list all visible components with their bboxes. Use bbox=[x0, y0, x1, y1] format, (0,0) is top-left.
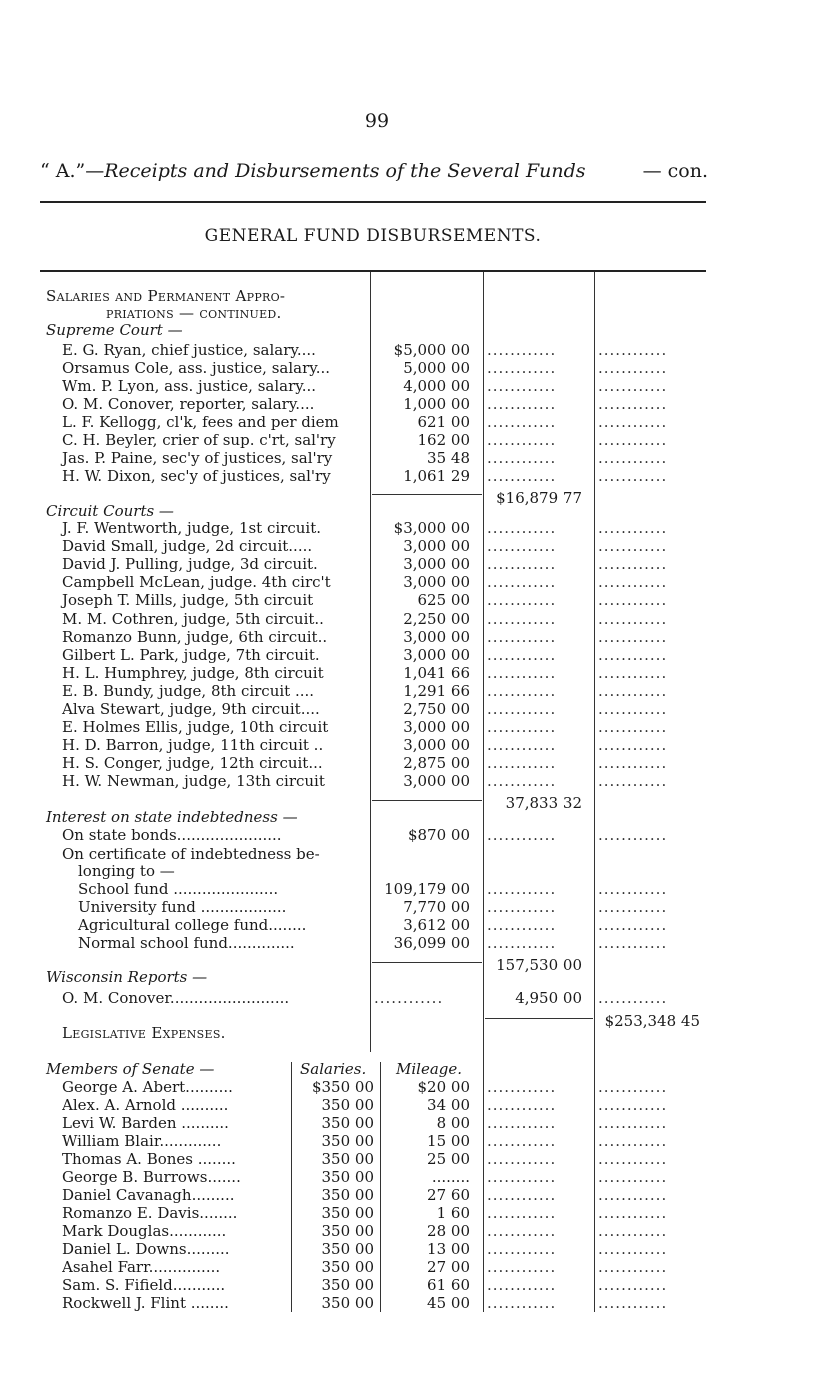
column-rule-2 bbox=[483, 272, 484, 1312]
senator-name: Daniel Cavanagh......... bbox=[62, 1186, 235, 1204]
running-head-prefix: “ A.”— bbox=[40, 160, 105, 182]
senator-name: George B. Burrows....... bbox=[62, 1168, 241, 1186]
senator-leader: ............ bbox=[487, 1276, 557, 1294]
certificate-line1: On certificate of indebtedness be- bbox=[62, 845, 320, 863]
senator-leader: ............ bbox=[487, 1114, 557, 1132]
supreme-court-leader: ............ bbox=[598, 395, 668, 413]
supreme-court-leader: ............ bbox=[598, 431, 668, 449]
supreme-court-total-amount: $16,879 77 bbox=[496, 489, 582, 507]
supreme-court-leader: ............ bbox=[487, 467, 557, 485]
senator-name: Romanzo E. Davis........ bbox=[62, 1204, 238, 1222]
senator-name: Asahel Farr............... bbox=[62, 1258, 221, 1276]
interest-leader: ............ bbox=[598, 916, 668, 934]
senator-mileage: 27 00 bbox=[427, 1258, 470, 1276]
senator-leader: ............ bbox=[487, 1078, 557, 1096]
circuit-court-amount: 1,041 66 bbox=[403, 663, 470, 682]
supreme-court-leader: ............ bbox=[487, 359, 557, 377]
circuit-court-leader: ............ bbox=[598, 681, 668, 700]
state-bonds-label: On state bonds...................... bbox=[62, 826, 282, 844]
senator-mileage: 25 00 bbox=[427, 1150, 470, 1168]
senator-salary: 350 00 bbox=[321, 1258, 374, 1276]
senator-salary: 350 00 bbox=[321, 1096, 374, 1114]
interest-leader: ............ bbox=[598, 880, 668, 898]
interest-total-amount: 157,530 00 bbox=[496, 956, 582, 974]
running-head bbox=[40, 160, 708, 182]
senator-leader: ............ bbox=[487, 1258, 557, 1276]
circuit-court-amount: 3,000 00 bbox=[403, 736, 470, 755]
wisconsin-reports-leader-2: ............ bbox=[598, 989, 668, 1007]
circuit-court-leader: ............ bbox=[487, 718, 557, 737]
supreme-court-label: E. G. Ryan, chief justice, salary.... bbox=[62, 341, 316, 359]
supreme-court-amount: 1,000 00 bbox=[403, 395, 470, 413]
column-rule-3 bbox=[594, 272, 595, 1312]
grand-total-rule bbox=[485, 1018, 593, 1019]
senate-heading: Members of Senate — bbox=[46, 1060, 215, 1078]
circuit-court-leader: ............ bbox=[598, 736, 668, 755]
circuit-court-label: David Small, judge, 2d circuit..... bbox=[62, 537, 313, 556]
supreme-court-label: Jas. P. Paine, sec'y of justices, sal'ry bbox=[62, 449, 333, 467]
circuit-court-amount: 3,000 00 bbox=[403, 627, 470, 646]
senator-name: Levi W. Barden .......... bbox=[62, 1114, 229, 1132]
legislative-heading: Legislative Expenses. bbox=[62, 1024, 226, 1042]
supreme-court-heading: Supreme Court — bbox=[46, 321, 183, 339]
circuit-courts-total-amount: 37,833 32 bbox=[505, 794, 582, 812]
circuit-court-amount: 3,000 00 bbox=[403, 645, 470, 664]
circuit-court-amount: 1,291 66 bbox=[403, 681, 470, 700]
circuit-court-leader: ............ bbox=[598, 609, 668, 628]
salaries-header-line1: Salaries and Permanent Appro- bbox=[46, 287, 286, 305]
circuit-court-label: J. F. Wentworth, judge, 1st circuit. bbox=[62, 519, 322, 537]
circuit-court-leader: ............ bbox=[598, 627, 668, 646]
senator-leader: ............ bbox=[487, 1168, 557, 1186]
circuit-court-leader: ............ bbox=[487, 591, 557, 610]
supreme-court-leader: ............ bbox=[487, 413, 557, 431]
interest-leader: ............ bbox=[487, 880, 557, 898]
supreme-court-leader: ............ bbox=[487, 395, 557, 413]
supreme-court-amount: 4,000 00 bbox=[403, 377, 470, 395]
senator-mileage: 45 00 bbox=[427, 1294, 470, 1312]
senator-leader: ............ bbox=[598, 1258, 668, 1276]
supreme-court-label: C. H. Beyler, crier of sup. c'rt, sal'ry bbox=[62, 431, 336, 449]
senator-leader: ............ bbox=[598, 1168, 668, 1186]
circuit-court-amount: $3,000 00 bbox=[393, 519, 470, 537]
circuit-court-amount: 3,000 00 bbox=[403, 537, 470, 556]
interest-amount: 109,179 00 bbox=[384, 880, 470, 898]
senator-leader: ............ bbox=[487, 1294, 557, 1312]
supreme-court-label: Orsamus Cole, ass. justice, salary... bbox=[62, 359, 331, 377]
circuit-subtotal-rule bbox=[372, 800, 482, 801]
circuit-court-leader: ............ bbox=[487, 645, 557, 664]
circuit-court-label: H. W. Newman, judge, 13th circuit bbox=[62, 772, 325, 791]
supreme-court-leader: ............ bbox=[487, 431, 557, 449]
senator-name: Sam. S. Fifield........... bbox=[62, 1276, 226, 1294]
circuit-court-leader: ............ bbox=[487, 681, 557, 700]
senator-leader: ............ bbox=[598, 1150, 668, 1168]
senate-mileage-rule bbox=[380, 1062, 381, 1312]
circuit-court-leader: ............ bbox=[598, 645, 668, 664]
senator-salary: 350 00 bbox=[321, 1114, 374, 1132]
circuit-court-label: M. M. Cothren, judge, 5th circuit.. bbox=[62, 609, 324, 628]
supreme-court-leader: ............ bbox=[487, 341, 557, 359]
circuit-court-label: Romanzo Bunn, judge, 6th circuit.. bbox=[62, 627, 328, 646]
circuit-court-label: H. L. Humphrey, judge, 8th circuit bbox=[62, 663, 324, 682]
senator-name: Mark Douglas............ bbox=[62, 1222, 227, 1240]
circuit-court-leader: ............ bbox=[598, 772, 668, 791]
interest-label: Agricultural college fund........ bbox=[78, 916, 307, 934]
supreme-court-leader: ............ bbox=[487, 377, 557, 395]
salaries-header-line2: priations — continued. bbox=[106, 304, 282, 322]
senator-mileage: ........ bbox=[431, 1168, 470, 1186]
senator-salary: 350 00 bbox=[321, 1132, 374, 1150]
supreme-court-leader: ............ bbox=[487, 449, 557, 467]
senator-leader: ............ bbox=[598, 1240, 668, 1258]
senator-salary: 350 00 bbox=[321, 1294, 374, 1312]
circuit-court-leader: ............ bbox=[487, 573, 557, 592]
senator-salary: 350 00 bbox=[321, 1186, 374, 1204]
wisconsin-reports-heading: Wisconsin Reports — bbox=[46, 968, 208, 986]
senator-leader: ............ bbox=[598, 1132, 668, 1150]
circuit-court-leader: ............ bbox=[487, 627, 557, 646]
senator-name: Thomas A. Bones ........ bbox=[62, 1150, 236, 1168]
circuit-court-leader: ............ bbox=[598, 591, 668, 610]
circuit-court-leader: ............ bbox=[487, 537, 557, 556]
senator-leader: ............ bbox=[487, 1204, 557, 1222]
circuit-court-amount: 625 00 bbox=[417, 591, 470, 610]
interest-leader: ............ bbox=[487, 934, 557, 952]
supreme-court-amount: 35 48 bbox=[427, 449, 470, 467]
senator-name: Alex. A. Arnold .......... bbox=[62, 1096, 229, 1114]
circuit-court-amount: 3,000 00 bbox=[403, 772, 470, 791]
circuit-court-leader: ............ bbox=[598, 718, 668, 737]
senate-salaries-header: Salaries. bbox=[300, 1060, 367, 1078]
senator-leader: ............ bbox=[598, 1276, 668, 1294]
interest-subtotal-rule bbox=[372, 962, 482, 963]
wisconsin-reports-label: O. M. Conover......................... bbox=[62, 989, 290, 1007]
page-number: 99 bbox=[364, 110, 390, 132]
supreme-court-leader: ............ bbox=[598, 467, 668, 485]
senator-salary: 350 00 bbox=[321, 1276, 374, 1294]
senator-salary: 350 00 bbox=[321, 1204, 374, 1222]
senator-leader: ............ bbox=[487, 1240, 557, 1258]
supreme-court-label: O. M. Conover, reporter, salary.... bbox=[62, 395, 315, 413]
interest-amount: 36,099 00 bbox=[393, 934, 470, 952]
interest-amount: 3,612 00 bbox=[403, 916, 470, 934]
supreme-court-leader: ............ bbox=[598, 359, 668, 377]
senator-leader: ............ bbox=[598, 1186, 668, 1204]
circuit-court-leader: ............ bbox=[598, 537, 668, 556]
state-bonds-leader-2: ............ bbox=[598, 826, 668, 844]
senator-leader: ............ bbox=[487, 1096, 557, 1114]
circuit-court-leader: ............ bbox=[598, 754, 668, 773]
senator-leader: ............ bbox=[598, 1078, 668, 1096]
senator-mileage: 61 60 bbox=[427, 1276, 470, 1294]
supreme-court-amount: 621 00 bbox=[417, 413, 470, 431]
senator-leader: ............ bbox=[487, 1132, 557, 1150]
supreme-court-leader: ............ bbox=[598, 413, 668, 431]
supreme-subtotal-rule bbox=[372, 494, 482, 495]
supreme-court-amount: 5,000 00 bbox=[403, 359, 470, 377]
circuit-court-leader: ............ bbox=[487, 555, 557, 574]
section-title: GENERAL FUND DISBURSEMENTS. bbox=[204, 226, 542, 246]
running-head-suffix: — con. bbox=[642, 160, 708, 182]
senator-leader: ............ bbox=[598, 1204, 668, 1222]
grand-total-amount: $253,348 45 bbox=[604, 1012, 700, 1030]
running-head-title: Receipts and Disbursements of the Several Funds bbox=[104, 160, 586, 182]
circuit-court-leader: ............ bbox=[487, 663, 557, 682]
senator-mileage: 34 00 bbox=[427, 1096, 470, 1114]
circuit-court-label: Campbell McLean, judge. 4th circ't bbox=[62, 573, 331, 592]
circuit-court-amount: 3,000 00 bbox=[403, 573, 470, 592]
state-bonds-amount: $870 00 bbox=[407, 826, 470, 844]
supreme-court-leader: ............ bbox=[598, 449, 668, 467]
circuit-court-label: E. B. Bundy, judge, 8th circuit .... bbox=[62, 681, 315, 700]
supreme-court-label: L. F. Kellogg, cl'k, fees and per diem bbox=[62, 413, 339, 431]
senate-mileage-header: Mileage. bbox=[396, 1060, 463, 1078]
senator-mileage: 8 00 bbox=[436, 1114, 470, 1132]
circuit-court-leader: ............ bbox=[598, 700, 668, 718]
senator-name: Daniel L. Downs......... bbox=[62, 1240, 230, 1258]
senator-name: Rockwell J. Flint ........ bbox=[62, 1294, 229, 1312]
circuit-court-amount: 2,250 00 bbox=[403, 609, 470, 628]
interest-amount: 7,770 00 bbox=[403, 898, 470, 916]
circuit-court-label: E. Holmes Ellis, judge, 10th circuit bbox=[62, 718, 329, 737]
circuit-court-label: H. D. Barron, judge, 11th circuit .. bbox=[62, 736, 324, 755]
table-top-rule bbox=[40, 270, 706, 272]
senator-leader: ............ bbox=[487, 1186, 557, 1204]
circuit-court-leader: ............ bbox=[487, 772, 557, 791]
interest-label: University fund .................. bbox=[78, 898, 287, 916]
interest-leader: ............ bbox=[487, 916, 557, 934]
circuit-court-leader: ............ bbox=[487, 609, 557, 628]
senator-mileage: 1 60 bbox=[436, 1204, 470, 1222]
interest-leader: ............ bbox=[598, 934, 668, 952]
circuit-court-amount: 3,000 00 bbox=[403, 718, 470, 737]
circuit-court-leader: ............ bbox=[598, 555, 668, 574]
circuit-court-leader: ............ bbox=[487, 736, 557, 755]
circuit-court-label: David J. Pulling, judge, 3d circuit. bbox=[62, 555, 318, 574]
supreme-court-label: Wm. P. Lyon, ass. justice, salary... bbox=[62, 377, 317, 395]
senator-salary: 350 00 bbox=[321, 1240, 374, 1258]
circuit-court-amount: 2,875 00 bbox=[403, 754, 470, 773]
wisconsin-reports-leader: ............ bbox=[374, 989, 444, 1007]
supreme-court-label: H. W. Dixon, sec'y of justices, sal'ry bbox=[62, 467, 331, 485]
senator-mileage: 15 00 bbox=[427, 1132, 470, 1150]
senator-salary: 350 00 bbox=[321, 1222, 374, 1240]
senator-name: William Blair............. bbox=[62, 1132, 222, 1150]
interest-label: Normal school fund.............. bbox=[78, 934, 295, 952]
senator-leader: ............ bbox=[487, 1222, 557, 1240]
circuit-court-label: Alva Stewart, judge, 9th circuit.... bbox=[62, 700, 320, 718]
circuit-court-leader: ............ bbox=[598, 519, 668, 537]
column-rule-1 bbox=[370, 272, 371, 1052]
senate-salary-rule bbox=[291, 1062, 292, 1312]
interest-heading: Interest on state indebtedness — bbox=[46, 808, 298, 826]
wisconsin-reports-amount: 4,950 00 bbox=[515, 989, 582, 1007]
supreme-court-leader: ............ bbox=[598, 341, 668, 359]
senator-name: George A. Abert.......... bbox=[62, 1078, 233, 1096]
senator-leader: ............ bbox=[487, 1150, 557, 1168]
interest-leader: ............ bbox=[598, 898, 668, 916]
senator-salary: $350 00 bbox=[311, 1078, 374, 1096]
senator-leader: ............ bbox=[598, 1096, 668, 1114]
senator-leader: ............ bbox=[598, 1294, 668, 1312]
interest-label: School fund ...................... bbox=[78, 880, 279, 898]
interest-leader: ............ bbox=[487, 898, 557, 916]
header-rule bbox=[40, 201, 706, 203]
senator-mileage: 27 60 bbox=[427, 1186, 470, 1204]
circuit-courts-heading: Circuit Courts — bbox=[46, 502, 174, 520]
supreme-court-amount: 1,061 29 bbox=[403, 467, 470, 485]
senator-mileage: $20 00 bbox=[417, 1078, 470, 1096]
circuit-court-amount: 3,000 00 bbox=[403, 555, 470, 574]
circuit-court-label: Gilbert L. Park, judge, 7th circuit. bbox=[62, 645, 320, 664]
supreme-court-amount: $5,000 00 bbox=[393, 341, 470, 359]
senator-salary: 350 00 bbox=[321, 1150, 374, 1168]
senator-leader: ............ bbox=[598, 1114, 668, 1132]
circuit-court-leader: ............ bbox=[487, 700, 557, 718]
circuit-court-label: Joseph T. Mills, judge, 5th circuit bbox=[62, 591, 314, 610]
circuit-court-leader: ............ bbox=[487, 519, 557, 537]
senator-mileage: 28 00 bbox=[427, 1222, 470, 1240]
supreme-court-amount: 162 00 bbox=[417, 431, 470, 449]
senator-salary: 350 00 bbox=[321, 1168, 374, 1186]
senator-leader: ............ bbox=[598, 1222, 668, 1240]
certificate-line2: longing to — bbox=[78, 862, 175, 880]
state-bonds-leader-1: ............ bbox=[487, 826, 557, 844]
circuit-court-amount: 2,750 00 bbox=[403, 700, 470, 718]
circuit-court-leader: ............ bbox=[487, 754, 557, 773]
circuit-court-leader: ............ bbox=[598, 663, 668, 682]
senator-mileage: 13 00 bbox=[427, 1240, 470, 1258]
circuit-court-label: H. S. Conger, judge, 12th circuit... bbox=[62, 754, 323, 773]
circuit-court-leader: ............ bbox=[598, 573, 668, 592]
supreme-court-leader: ............ bbox=[598, 377, 668, 395]
